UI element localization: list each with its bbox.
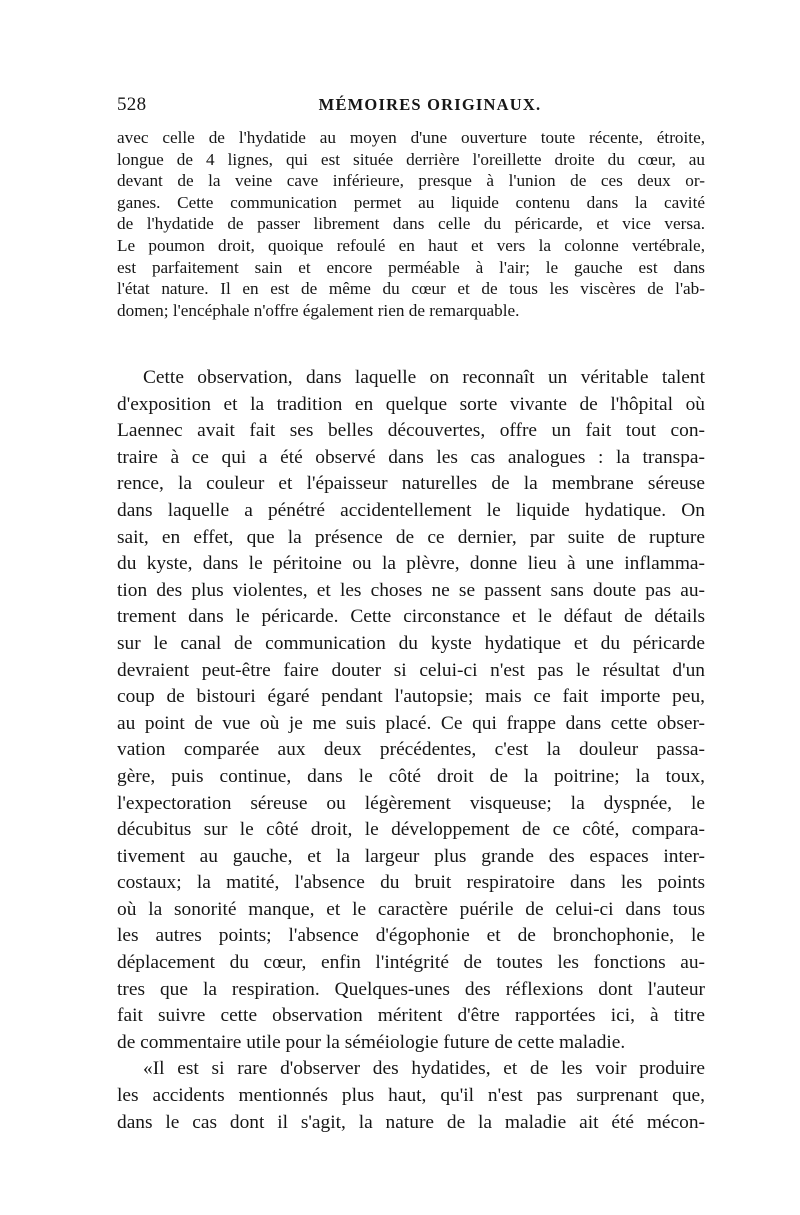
body-line: dans le cas dont il s'agit, la nature de la maladie ait été mécon-: [117, 1111, 705, 1133]
page-number: 528: [117, 94, 147, 115]
body-line: tion des plus violentes, et les choses ne se passent sans doute pas au-: [117, 579, 705, 601]
body-line: sait, en effet, que la présence de ce dernier, par suite de rupture: [117, 526, 705, 548]
body-line: au point de vue où je me suis placé. Ce qui frappe dans cette obser-: [117, 712, 705, 734]
note-line: ganes. Cette communication permet au liquide contenu dans la cavité: [117, 192, 705, 212]
body-line: «Il est si rare d'observer des hydatides, et de les voir produire: [143, 1058, 705, 1080]
body-line: d'exposition et la tradition en quelque sorte vivante de l'hôpital où: [117, 393, 705, 415]
header-title: MÉMOIRES ORIGINAUX.: [318, 95, 542, 114]
body-line: décubitus sur le côté droit, le développement de ce côté, compara-: [117, 819, 705, 841]
body-line: où la sonorité manque, et le caractère puérile de celui-ci dans tous: [117, 898, 705, 920]
body-line: de commentaire utile pour la séméiologie future de cette maladie.: [117, 1031, 626, 1053]
commentary-text: [117, 365, 705, 1136]
note-line: devant de la veine cave inférieure, presque à l'union de ces deux or-: [117, 171, 705, 191]
observation-note: [117, 127, 705, 321]
body-line: tivement au gauche, et la largeur plus grande des espaces inter-: [117, 845, 705, 867]
note-line: de l'hydatide de passer librement dans celle du péricarde, et vice versa.: [117, 214, 705, 234]
body-line: costaux; la matité, l'absence du bruit respiratoire dans les points: [117, 872, 705, 894]
body-line: traire à ce qui a été observé dans les cas analogues : la transpa-: [117, 446, 705, 468]
body-line: sur le canal de communication du kyste hydatique et du péricarde: [117, 632, 705, 654]
body-line: gère, puis continue, dans le côté droit de la poitrine; la toux,: [117, 765, 705, 787]
body-line: du kyste, dans le péritoine ou la plèvre, donne lieu à une inflamma-: [117, 553, 705, 575]
body-line: coup de bistouri égaré pendant l'autopsie; mais ce fait importe peu,: [117, 686, 705, 708]
note-line: l'état nature. Il en est de même du cœur et de tous les viscères de l'ab-: [117, 279, 705, 299]
body-line: dans laquelle a pénétré accidentellement le liquide hydatique. On: [117, 499, 705, 521]
body-line: tres que la respiration. Quelques-unes des réflexions dont l'auteur: [117, 978, 705, 1000]
note-line: avec celle de l'hydatide au moyen d'une ouverture toute récente, étroite,: [117, 128, 705, 147]
body-line: l'expectoration séreuse ou légèrement visqueuse; la dyspnée, le: [117, 792, 705, 814]
body-line: rence, la couleur et l'épaisseur naturelles de la membrane séreuse: [117, 473, 705, 495]
note-line: est parfaitement sain et encore perméable à l'air; le gauche est dans: [117, 257, 705, 277]
body-line: fait suivre cette observation méritent d'être rapportées ici, à titre: [117, 1005, 705, 1027]
running-header: [117, 94, 707, 120]
body-line: vation comparée aux deux précédentes, c'est la douleur passa-: [117, 739, 705, 761]
body-line: déplacement du cœur, enfin l'intégrité de toutes les fonctions au-: [117, 952, 705, 974]
body-line: trement dans le péricarde. Cette circonstance et le défaut de détails: [117, 606, 705, 628]
body-line: devraient peut-être faire douter si celui-ci n'est pas le résultat d'un: [117, 659, 705, 681]
body-line: les autres points; l'absence d'égophonie et de bronchophonie, le: [117, 925, 705, 947]
note-line: Le poumon droit, quoique refoulé en haut et vers la colonne vertébrale,: [117, 235, 705, 255]
body-line: Laennec avait fait ses belles découvertes, offre un fait tout con-: [117, 420, 705, 442]
note-line: domen; l'encéphale n'offre également rien de remarquable.: [117, 300, 520, 320]
body-line: Cette observation, dans laquelle on reconnaît un véritable talent: [143, 367, 705, 388]
note-line: longue de 4 lignes, qui est située derrière l'oreillette droite du cœur, au: [117, 149, 705, 169]
body-line: les accidents mentionnés plus haut, qu'il n'est pas surprenant que,: [117, 1085, 705, 1107]
